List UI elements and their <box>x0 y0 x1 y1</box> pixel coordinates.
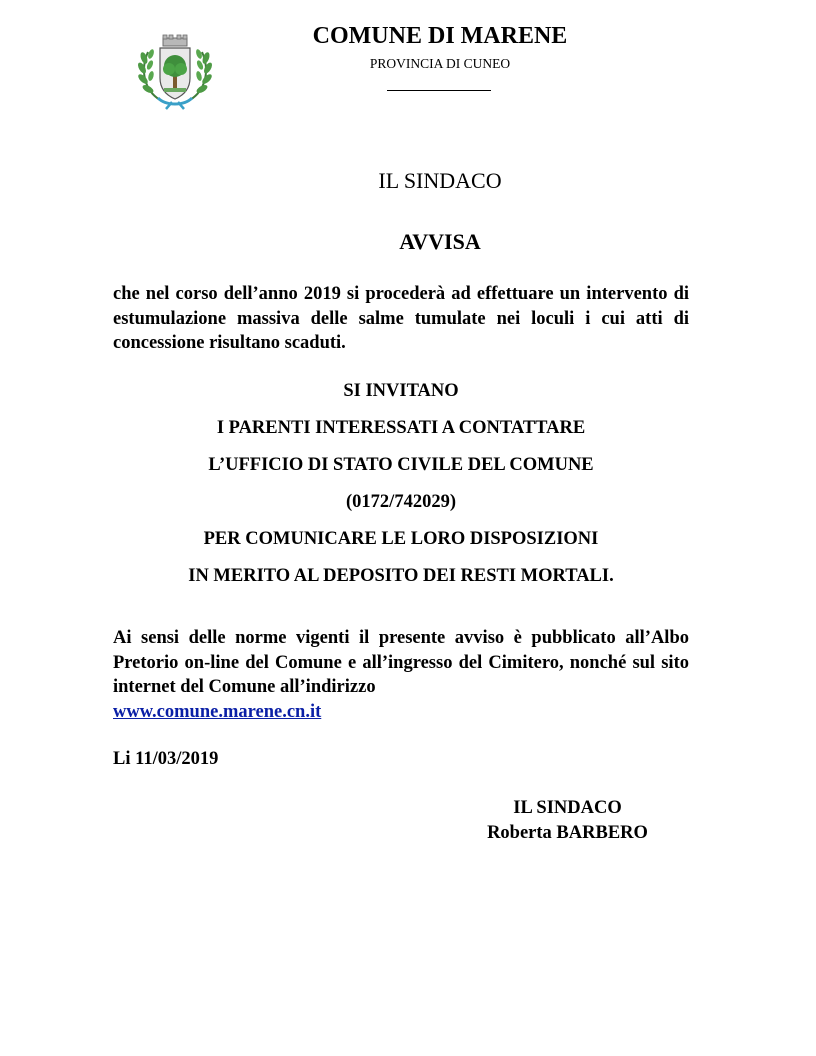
header-divider <box>387 90 491 91</box>
invite-line: IN MERITO AL DEPOSITO DEI RESTI MORTALI. <box>188 566 614 586</box>
invite-line: L’UFFICIO DI STATO CIVILE DEL COMUNE <box>208 455 594 475</box>
invite-line: SI INVITANO <box>343 381 459 401</box>
province-name: PROVINCIA DI CUNEO <box>369 56 511 71</box>
legal-paragraph <box>113 626 689 724</box>
phone-number: (0172/742029) <box>346 492 456 512</box>
signature-title: IL SINDACO <box>513 798 622 818</box>
notice-issuer-heading: IL SINDACO <box>378 168 502 193</box>
invite-line: I PARENTI INTERESSATI A CONTATTARE <box>216 418 586 438</box>
municipal-crest-icon <box>136 34 214 110</box>
intro-paragraph: che nel corso dell’anno 2019 si procederà ad effettuare un intervento di estumulazione massiva delle salme tumulate nei loculi i cui atti di concessione risultano scaduti. <box>113 284 689 353</box>
notice-date: Li 11/03/2019 <box>113 749 219 769</box>
municipality-name: COMUNE DI MARENE <box>312 23 568 49</box>
signature-name: Roberta BARBERO <box>487 823 648 843</box>
notice-title: AVVISA <box>399 229 481 254</box>
legal-text: Ai sensi delle norme vigenti il presente avviso è pubblicato all’Albo Pretorio on-line del Comune e all’ingresso del Cimitero, nonché sul sito internet del Comune all’indirizzo <box>113 628 689 697</box>
invite-line: PER COMUNICARE LE LORO DISPOSIZIONI <box>203 529 599 549</box>
website-link[interactable]: www.comune.marene.cn.it <box>113 701 322 722</box>
